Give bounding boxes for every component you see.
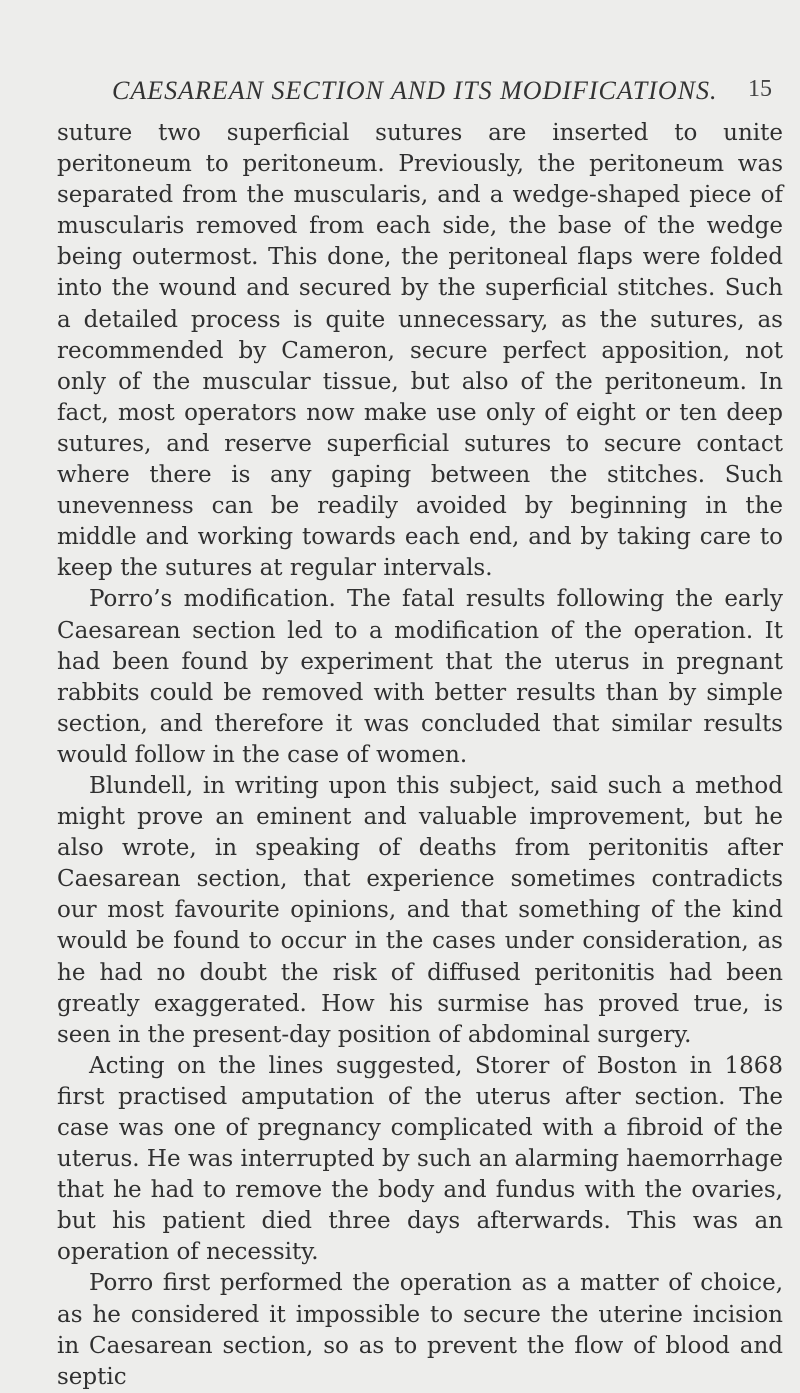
paragraph-porro-first: Porro first performed the operation as a matter of choice, as he considered it impossible to secure the uterine incision in Caesarean section, so as to prevent the flow of blood and septic: [57, 1270, 783, 1390]
running-head-title: CAESAREAN SECTION AND ITS MODIFICATIONS.: [112, 76, 718, 105]
page-number: 15: [748, 76, 772, 102]
paragraph-storer: Acting on the lines suggested, Storer of Boston in 1868 first practised amputation of the uterus after section. The case was one of pregnancy complicated with a fibroid of the uterus. He was interrupted by such an alarming haemorrhage that he had to remove the body and fundus with the ovaries, but his patient died three days afterwards. This was an operation of necessity.: [57, 1052, 783, 1266]
body-text: [57, 118, 783, 1393]
paragraph-blundell: Blundell, in writing upon this subject, said such a method might prove an eminent and valuable improvement, but he also wrote, in speaking of deaths from peritonitis after Caesarean section, that experience sometimes contradicts our most favourite opinions, and that something of the kind would be found to occur in the cases under consideration, as he had no doubt the risk of diffused peritonitis had been greatly exaggerated. How his surmise has proved true, is seen in the present-day position of abdominal surgery.: [57, 772, 783, 1048]
running-head: [112, 76, 772, 116]
paragraph-porro-modification: Porro’s modification. The fatal results following the early Caesarean section led to a modification of the operation. It had been found by experiment that the uterus in pregnant rabbits could be removed with better results than by simple section, and therefore it was concluded that similar results would follow in the case of women.: [57, 586, 783, 768]
paragraph-continuation: suture two superficial sutures are inserted to unite peritoneum to peritoneum. Previously, the peritoneum was separated from the muscularis, and a wedge-shaped piece of muscularis removed from each side, the base of the wedge being outermost. This done, the peritoneal flaps were folded into the wound and secured by the superficial stitches. Such a detailed process is quite unnecessary, as the sutures, as recommended by Cameron, secure perfect apposition, not only of the muscular tissue, but also of the peritoneum. In fact, most operators now make use only of eight or ten deep sutures, and reserve superficial sutures to secure contact where there is any gaping between the stitches. Such unevenness can be readily avoided by beginning in the middle and working towards each end, and by taking care to keep the sutures at regular intervals.: [57, 120, 783, 582]
